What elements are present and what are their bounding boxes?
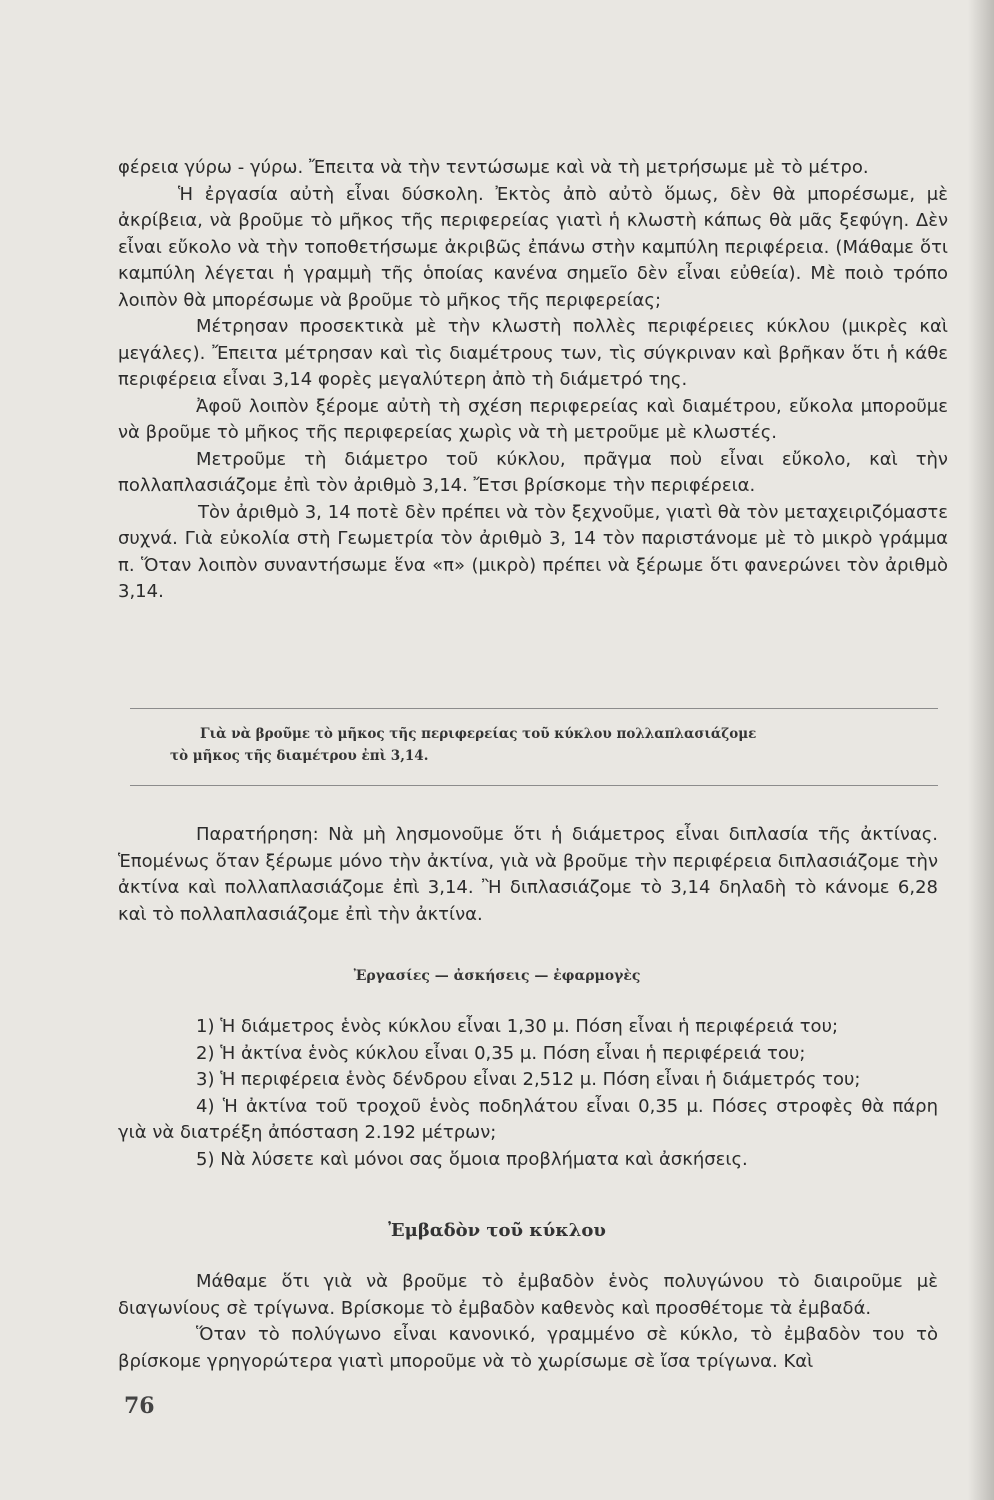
- exercise-item: 5) Νὰ λύσετε καὶ μόνοι σας ὅμοια προβλήματα καὶ ἀσκήσεις.: [196, 1148, 748, 1170]
- note-paragraph: [118, 822, 938, 928]
- page-edge-shadow: [968, 0, 994, 1500]
- text-paragraph: Μάθαμε ὅτι γιὰ νὰ βροῦμε τὸ ἐμβαδὸν ἑνὸς πολυγώνου τὸ διαιροῦμε μὲ διαγωνίους σὲ τρίγωνα. Βρίσκομε τὸ ἐμβαδὸν καθενὸς καὶ προσθέτομε τὰ ἐμβαδά.: [118, 1271, 938, 1319]
- exercise-item: 3) Ἡ περιφέρεια ἑνὸς δένδρου εἶναι 2,512 μ. Πόση εἶναι ἡ διάμετρός του;: [196, 1069, 861, 1090]
- rule-line-1: Γιὰ νὰ βροῦμε τὸ μῆκος τῆς περιφερείας τοῦ κύκλου πολλαπλασιάζομε: [200, 726, 757, 742]
- paragraph-circumference: [118, 155, 948, 606]
- paragraph-area: [118, 1269, 938, 1375]
- exercises-heading: Ἐργασίες — ἀσκήσεις — ἐφαρμογὲς: [353, 968, 641, 984]
- note-text: Παρατήρηση: Νὰ μὴ λησμονοῦμε ὅτι ἡ διάμετρος εἶναι διπλασία τῆς ἀκτίνας. Ἑπομένως ὅταν ξέρωμε μόνο τὴν ἀκτίνα, γιὰ νὰ βροῦμε τὴν περιφέρεια διπλασιάζομε τὴν ἀκτίνα καὶ πολλαπλασιάζομε ἐπὶ 3,14. Ἢ διπλασιάζομε τὸ 3,14 δηλαδὴ τὸ κάνομε 6,28 καὶ τὸ πολλαπλασιάζομε ἐπὶ τὴν ἀκτίνα.: [118, 824, 938, 925]
- text-paragraph: Ἀφοῦ λοιπὸν ξέρομε αὐτὴ τὴ σχέση περιφερείας καὶ διαμέτρου, εὔκολα μποροῦμε νὰ βροῦμε τὸ μῆκος τῆς περιφερείας χωρὶς νὰ τὴ μετροῦμε μὲ κλωστές.: [118, 395, 948, 443]
- text-line: φέρεια γύρω - γύρω. Ἔπειτα νὰ τὴν τεντώσωμε καὶ νὰ τὴ μετρήσωμε μὲ τὸ μέτρο.: [118, 157, 869, 178]
- exercise-list: [118, 1014, 938, 1173]
- exercise-item: 4) Ἡ ἀκτίνα τοῦ τροχοῦ ἑνὸς ποδηλάτου εἶναι 0,35 μ. Πόσες στροφὲς θὰ πάρη γιὰ νὰ διατρέξη ἀπόσταση 2.192 μέτρων;: [118, 1095, 938, 1143]
- exercise-item: 1) Ἡ διάμετρος ἑνὸς κύκλου εἶναι 1,30 μ. Πόση εἶναι ἡ περιφέρειά του;: [196, 1016, 839, 1037]
- section-heading: Ἐμβαδὸν τοῦ κύκλου: [388, 1220, 606, 1241]
- text-paragraph: Τὸν ἀριθμὸ 3, 14 ποτὲ δὲν πρέπει νὰ τὸν ξεχνοῦμε, γιατὶ θὰ τὸν μεταχειριζόμαστε συχνά. Γιὰ εὐκολία στὴ Γεωμετρία τὸν ἀριθμὸ 3, 14 τὸν παριστάνομε μὲ τὸ μικρὸ γράμμα π. Ὅταν λοιπὸν συναντήσωμε ἕνα «π» (μικρὸ) πρέπει νὰ ξέρωμε ὅτι φανερώνει τὸν ἀριθμὸ 3,14.: [118, 501, 948, 602]
- rule-line-2: τὸ μῆκος τῆς διαμέτρου ἐπὶ 3,14.: [170, 748, 429, 764]
- exercise-item: 2) Ἡ ἀκτίνα ἑνὸς κύκλου εἶναι 0,35 μ. Πόση εἶναι ἡ περιφέρειά του;: [196, 1042, 806, 1064]
- text-paragraph: Μετροῦμε τὴ διάμετρο τοῦ κύκλου, πρᾶγμα ποὺ εἶναι εὔκολο, καὶ τὴν πολλαπλασιάζομε ἐπὶ τὸν ἀριθμὸ 3,14. Ἔτσι βρίσκομε τὴν περιφέρεια.: [118, 448, 948, 496]
- page-number: 76: [124, 1393, 155, 1419]
- text-paragraph: Ὅταν τὸ πολύγωνο εἶναι κανονικό, γραμμένο σὲ κύκλο, τὸ ἐμβαδὸν του τὸ βρίσκομε γρηγορώτερα γιατὶ μποροῦμε νὰ τὸ χωρίσωμε σὲ ἴσα τρίγωνα. Καὶ: [118, 1324, 938, 1372]
- text-paragraph: Μέτρησαν προσεκτικὰ μὲ τὴν κλωστὴ πολλὲς περιφέρειες κύκλου (μικρὲς καὶ μεγάλες). Ἔπειτα μέτρησαν καὶ τὶς διαμέτρους των, τὶς σύγκριναν καὶ βρῆκαν ὅτι ἡ κάθε περιφέρεια εἶναι 3,14 φορὲς μεγαλύτερη ἀπὸ τὴ διάμετρό της.: [118, 316, 948, 390]
- text-paragraph: Ἡ ἐργασία αὐτὴ εἶναι δύσκολη. Ἐκτὸς ἀπὸ αὐτὸ ὅμως, δὲν θὰ μπορέσωμε, μὲ ἀκρίβεια, νὰ βροῦμε τὸ μῆκος τῆς περιφερείας γιατὶ ἡ κλωστὴ κάπως θὰ μᾶς ξεφύγη. Δὲν εἶναι εὔκολο νὰ τὴν τοποθετήσωμε ἀκριβῶς ἐπάνω στὴν καμπύλη περιφέρεια. (Μάθαμε ὅτι καμπύλη λέγεται ἡ γραμμὴ τῆς ὁποίας κανένα σημεῖο δὲν εἶναι εὐθεία). Μὲ ποιὸ τρόπο λοιπὸν θὰ μπορέσωμε νὰ βροῦμε τὸ μῆκος τῆς περιφερείας;: [118, 183, 948, 311]
- rule-box: [130, 708, 938, 786]
